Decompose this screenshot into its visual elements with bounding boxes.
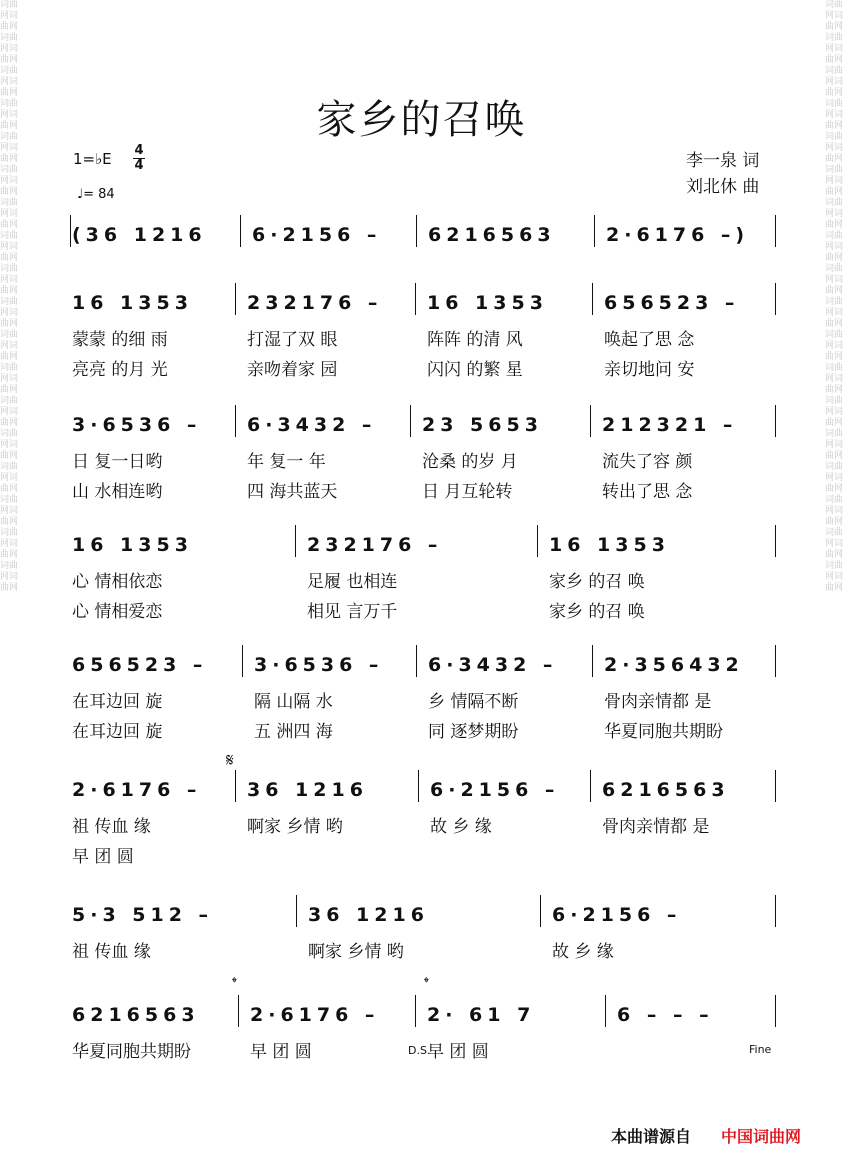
measure: 3·6536 – [72, 414, 202, 436]
song-title: 家乡的召唤 [316, 97, 527, 143]
bar-line [70, 215, 71, 247]
measure: 2· 61 7 [427, 1004, 536, 1026]
bar-line [415, 283, 416, 315]
watermark-right: 词曲网词曲网词曲网词曲网词曲网词曲网词曲网词曲网词曲网词曲网词曲网词曲网词曲网词曲网词曲网词曲网词曲网词曲网词曲网词曲网词曲网词曲网词曲网词曲网词曲网词曲网词曲网词曲网词曲网词曲网词曲网词曲网词曲网词曲网词曲网词曲网 [825, 0, 843, 593]
measure: 232176 – [307, 534, 443, 556]
bar-line [416, 645, 417, 677]
bar-line [775, 283, 776, 315]
time-signature [133, 144, 145, 173]
bar-line [605, 995, 606, 1027]
measure: 6216563 [602, 779, 730, 801]
lyric-segment: 早 团 圆 [250, 1042, 312, 1062]
lyric-segment: 骨肉亲情都 是 [604, 692, 712, 712]
lyric-segment: 年 复一 年 [247, 452, 326, 472]
footer-site-link[interactable]: 中国词曲网 [721, 1127, 802, 1146]
bar-line [594, 215, 595, 247]
lyric-segment: 家乡 的召 唤 [549, 572, 645, 592]
measure: 656523 – [604, 292, 740, 314]
bar-line [242, 645, 243, 677]
bar-line [590, 405, 591, 437]
lyric-segment: 家乡 的召 唤 [549, 602, 645, 622]
bar-line [592, 283, 593, 315]
measure: 2·6176 – [250, 1004, 380, 1026]
lyric-segment: 早 团 圆 [72, 847, 134, 867]
bar-line [416, 215, 417, 247]
lyric-segment: 相见 言万千 [307, 602, 398, 622]
bar-line [415, 995, 416, 1027]
lyric-segment: 闪闪 的繁 星 [427, 360, 523, 380]
bar-line [235, 283, 236, 315]
measure: 2·356432 [604, 654, 744, 676]
lyric-segment: 足履 也相连 [307, 572, 398, 592]
lyric-segment: 打湿了双 眼 [247, 330, 338, 350]
measure: 23 5653 [422, 414, 543, 436]
key-signature: 1=♭E [73, 150, 112, 168]
bar-line [775, 895, 776, 927]
measure: 16 1353 [427, 292, 548, 314]
lyric-segment: 心 情相依恋 [72, 572, 163, 592]
measure: 656523 – [72, 654, 208, 676]
measure: 3·6536 – [254, 654, 384, 676]
lyric-segment: 山 水相连哟 [72, 482, 163, 502]
measure: 16 1353 [549, 534, 670, 556]
lyric-segment: 五 洲四 海 [254, 722, 333, 742]
lyric-segment: 隔 山隔 水 [254, 692, 333, 712]
lyric-segment: 亮亮 的月 光 [72, 360, 168, 380]
bar-line [775, 525, 776, 557]
lyric-segment: 啊家 乡情 哟 [308, 942, 404, 962]
bar-line [775, 645, 776, 677]
bar-line [537, 525, 538, 557]
measure: 6·2156 – [552, 904, 682, 926]
lyric-segment: 心 情相爱恋 [72, 602, 163, 622]
ds-label: D.S. [408, 1044, 431, 1057]
time-top: 4 [134, 143, 144, 158]
measure: 6·3432 – [247, 414, 377, 436]
lyric-segment: 亲吻着家 园 [247, 360, 338, 380]
lyricist-credit: 李一泉 词 [686, 151, 760, 171]
measure: 5·3 512 – [72, 904, 214, 926]
measure: 232176 – [247, 292, 383, 314]
bar-line [418, 770, 419, 802]
bar-line [410, 405, 411, 437]
bar-line [775, 770, 776, 802]
lyric-segment: 唤起了思 念 [604, 330, 695, 350]
bar-line [775, 995, 776, 1027]
watermark-left: 词曲网词曲网词曲网词曲网词曲网词曲网词曲网词曲网词曲网词曲网词曲网词曲网词曲网词曲网词曲网词曲网词曲网词曲网词曲网词曲网词曲网词曲网词曲网词曲网词曲网词曲网词曲网词曲网词曲网词曲网词曲网词曲网词曲网词曲网词曲网词曲网 [0, 0, 18, 593]
lyric-segment: 日 复一日哟 [72, 452, 163, 472]
measure: (36 1216 [72, 224, 207, 246]
bar-line [775, 215, 776, 247]
lyric-segment: 故 乡 缘 [430, 817, 492, 837]
lyric-segment: 华夏同胞共期盼 [604, 722, 723, 742]
lyric-segment: 蒙蒙 的细 雨 [72, 330, 168, 350]
time-bottom: 4 [134, 158, 144, 173]
lyric-segment: 沧桑 的岁 月 [422, 452, 518, 472]
lyric-segment: 亲切地问 安 [604, 360, 695, 380]
lyric-segment: 转出了思 念 [602, 482, 693, 502]
bar-line [592, 645, 593, 677]
fine-label: Fine [749, 1043, 772, 1056]
bar-line [540, 895, 541, 927]
composer-credit: 刘北休 曲 [686, 177, 760, 197]
measure: 6216563 [72, 1004, 200, 1026]
bar-line [238, 995, 239, 1027]
bar-line [235, 405, 236, 437]
footer-source: 本曲谱源自 [611, 1127, 692, 1146]
measure: 6 – – – [617, 1004, 714, 1026]
lyric-segment: 早 团 圆 [427, 1042, 489, 1062]
measure: 36 1216 [247, 779, 368, 801]
measure: 6·2156 – [430, 779, 560, 801]
lyric-segment: 在耳边回 旋 [72, 722, 163, 742]
bar-line [295, 525, 296, 557]
lyric-segment: 啊家 乡情 哟 [247, 817, 343, 837]
lyric-segment: 祖 传血 缘 [72, 817, 151, 837]
bar-line [590, 770, 591, 802]
measure: 212321 – [602, 414, 738, 436]
lyric-segment: 同 逐梦期盼 [428, 722, 519, 742]
lyric-segment: 在耳边回 旋 [72, 692, 163, 712]
bar-line [240, 215, 241, 247]
tempo-mark: ♩= 84 [77, 187, 115, 202]
coda-mark-2: 𝄌 [424, 975, 429, 991]
lyric-segment: 乡 情隔不断 [428, 692, 519, 712]
bar-line [775, 405, 776, 437]
lyric-segment: 骨肉亲情都 是 [602, 817, 710, 837]
bar-line [296, 895, 297, 927]
coda-mark-1: 𝄌 [232, 975, 237, 991]
measure: 6·3432 – [428, 654, 558, 676]
measure: 6216563 [428, 224, 556, 246]
measure: 2·6176 – [72, 779, 202, 801]
lyric-segment: 阵阵 的清 风 [427, 330, 523, 350]
lyric-segment: 流失了容 颜 [602, 452, 693, 472]
measure: 36 1216 [308, 904, 429, 926]
measure: 16 1353 [72, 292, 193, 314]
lyric-segment: 华夏同胞共期盼 [72, 1042, 191, 1062]
bar-line [235, 770, 236, 802]
measure: 2·6176 –) [606, 224, 750, 246]
segno-mark: 𝄋 [226, 750, 234, 771]
measure: 6·2156 – [252, 224, 382, 246]
lyric-segment: 四 海共蓝天 [247, 482, 338, 502]
lyric-segment: 日 月互轮转 [422, 482, 513, 502]
measure: 16 1353 [72, 534, 193, 556]
lyric-segment: 祖 传血 缘 [72, 942, 151, 962]
lyric-segment: 故 乡 缘 [552, 942, 614, 962]
